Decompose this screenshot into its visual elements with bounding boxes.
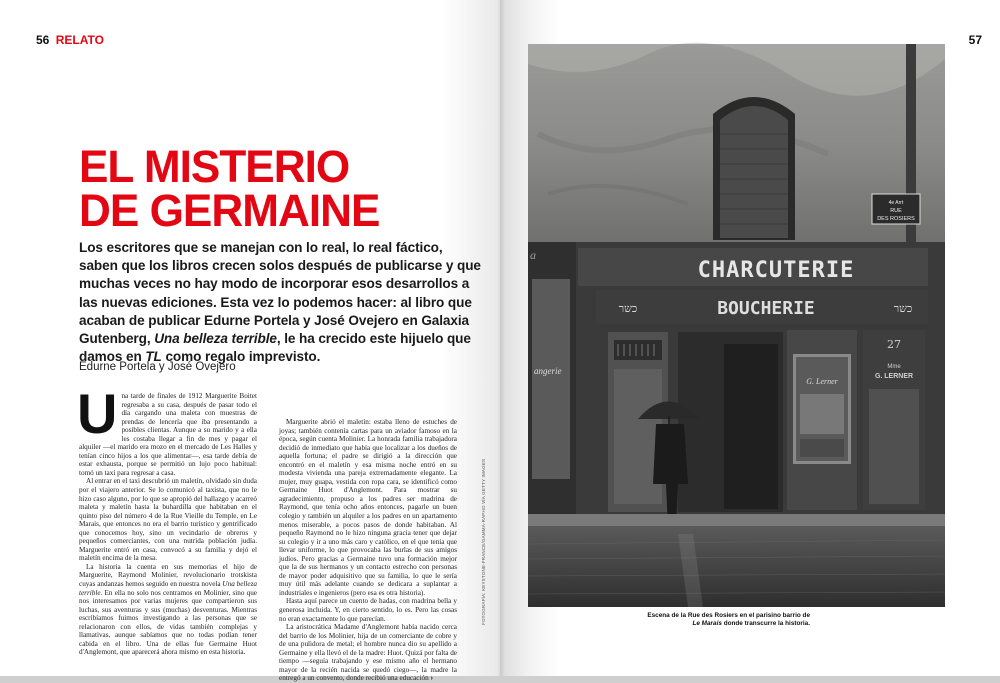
lead-text-1: Los escritores que se manejan con lo real, lo real fáctico, saben que los libros crecen solos después de publicarse y que muchas veces no hay modo de incorporar esos desarrollos a las nuevas ediciones. Esta vez lo podemos hacer: al libro que acaban de publicar Edurne Portela y José Ovejero en Galaxia Gutenberg, [79, 240, 481, 347]
lead-book-title: Una belleza terrible [154, 331, 277, 347]
street-plate-name: DES ROSIERS [877, 216, 915, 222]
sign-boucherie: BOUCHERIE [717, 298, 815, 319]
street-photo [528, 44, 945, 607]
paragraph-text: na tarde de finales de 1912 Marguerite Boitet regresaba a su casa, después de pasar todo el día cargando una maleta con muestras de prendas de lencería que iba presentando a posibles clientas. Aunque a su marido y a ella les costaba llegar a fin de mes y pagar el alquiler —el marido era mozo en el mercado de Les Halles y tenían cinco hijos a los que alimentar—, esa tarde debía de estar exhausta, porque se permitió un lujo poco habitual: tomó un taxi para regresar a casa. [79, 392, 257, 477]
page-number-right: 57 [968, 33, 982, 47]
spine-shadow [497, 0, 505, 676]
sign-charcuterie: CHARCUTERIE [697, 258, 855, 283]
page-number-left: 56 [36, 33, 50, 47]
lead-text-3: como regalo imprevisto. [161, 349, 321, 365]
section-label: RELATO [55, 33, 104, 47]
article-lead [79, 239, 484, 366]
article-headline [79, 141, 471, 236]
paragraph [77, 382, 257, 477]
paragraph-text: La aristocrática Madame d'Anglemont había nacido cerca del barrio de los Molinier, hija de un comerciante de cobre y de una pulidora de metal; el hombre nunca dio su apellido a Germaine y ella llevó el de la madre: Huot. Quizá por falta de tiempo —seguía trabajando y ese mismo año el hermano mayor de la recién nacida se quedó ciego—, la madre la entregó a un convento, donde recibió una educación [279, 623, 457, 683]
lead-magazine-name: TL [145, 349, 162, 365]
drop-cap: U [77, 382, 118, 445]
body-column-1 [77, 382, 257, 657]
left-shop-sign: angerie [534, 366, 562, 376]
headline-line-2: DE GERMAINE [79, 185, 380, 236]
caption-place: Le Marais [692, 620, 722, 627]
headline-line-1: EL MISTERIO [79, 141, 350, 192]
paragraph: Marguerite abrió el maletín: estaba lleno de estuches de joyas; también contenía cartas para un aviador famoso en la época, según cuenta Molinier. La honrada familia trabajadora decidió de inmediato que había que localizar a los dueños de aquella fortuna; el padre se dirigió a la dirección que encontró en el maletín y esa misma noche entró en su modesta vivienda una pareja extremadamente elegante. La mujer, muy guapa, vestida con ropa cara, se identificó como Germaine Huot d'Anglemont. Para mostrar su agradecimiento, propuso a los padres ser madrina de Raymond, que tenía ocho años entonces, pagarle un buen colegio y también un alquiler a los padres en un apartamento menos miserable, a pocos pasos de donde habitaban. Al pequeño Raymond no le hizo ninguna gracia tener que dejar su colegio y ir a uno más caro y católico, en el que tenía que llevar uniforme, lo que provocaba las burlas de sus amigos judíos. Pero gracias a Germaine tuvo una formación mejor que la de sus hermanos y un contacto estrecho con personas de mayor poder adquisitivo que su familia, lo que le sería muy útil más adelante cuando se dedicara a suplantar a industriales e ingenieros (pero esa es otra historia). [279, 418, 457, 597]
lead-text-2: , le ha crecido este hijuelo que damos en [79, 331, 471, 365]
owner-title: Mme [887, 364, 901, 370]
continue-arrow-icon: › [430, 673, 433, 683]
byline: Edurne Portela y José Ovejero [79, 361, 236, 373]
svg-text:a: a [530, 248, 536, 262]
owner-name: G. LERNER [874, 373, 914, 380]
novel-title: Una belleza terrible [79, 580, 257, 597]
paragraph: Al entrar en el taxi descubrió un maletín, olvidado sin duda por el viajero anterior. Se lo comunicó al taxista, que no le hizo caso alguno, por lo que se apropió del hallazgo y acarreó maleta y maletín hasta la buhardilla que habitaban en el quinto piso del número 4 de la Rue Vieille du Temple, en Le Marais, que entonces no era el barrio turístico y gentrificado que conocemos hoy, sino un vecindario de obreros y pequeños comerciantes, con una nutrida población judía. Marguerite entró en casa, convocó a su familia y dejó el maletín encima de la mesa. [79, 477, 257, 563]
photo-credit: FOTOGRAFÍA: KEYSTONE-FRANCE/GAMMA-RAPHO VÍA GETTY IMAGES [481, 458, 486, 625]
window-sign: G. Lerner [806, 377, 838, 386]
left-folio [36, 33, 104, 47]
shop-number: 27 [887, 338, 901, 351]
paragraph: Hasta aquí parece un cuento de hadas, con madrina bella y generosa incluida. Y, en cierto sentido, lo es. Pero las cosas no eran exactamente lo que parecían. [279, 597, 457, 623]
caption-text-1: Escena de la Rue des Rosiers en el parisino barrio de [647, 612, 810, 619]
caption-text-2: donde transcurre la historia. [721, 620, 810, 627]
paragraph-text: La historia la cuenta en sus memorias el hijo de Marguerite, Raymond Molinier, revolucionario trotskista cuyas andanzas hemos seguido en nuestra novela [79, 562, 257, 589]
street-plate-arrondissement: 4e Arrt [888, 200, 904, 206]
paragraph [279, 623, 457, 683]
photo-caption [640, 612, 810, 628]
body-column-2 [279, 418, 457, 683]
paragraph-text: . En ella no solo nos centramos en Molinier, sino que nos interesamos por varias mujeres que compartieron sus luchas, sus aventuras y sus (muchas) desventuras. Mientras escribíamos fuimos investigando a las personas que se relacionaron con ellos, de vidas también complejas y llamativas, aunque sabíamos que no todas podían tener cabida en el libro. Una de ellas fue Germaine Huot d'Anglemont, que aparecerá ahora mismo en esta historia. [79, 588, 257, 657]
photo-illustration [528, 44, 945, 607]
hebrew-sign-right: כשר [893, 302, 913, 315]
paragraph [79, 563, 257, 657]
street-plate-rue: RUE [890, 208, 902, 214]
hebrew-sign-left: כשר [618, 302, 638, 315]
